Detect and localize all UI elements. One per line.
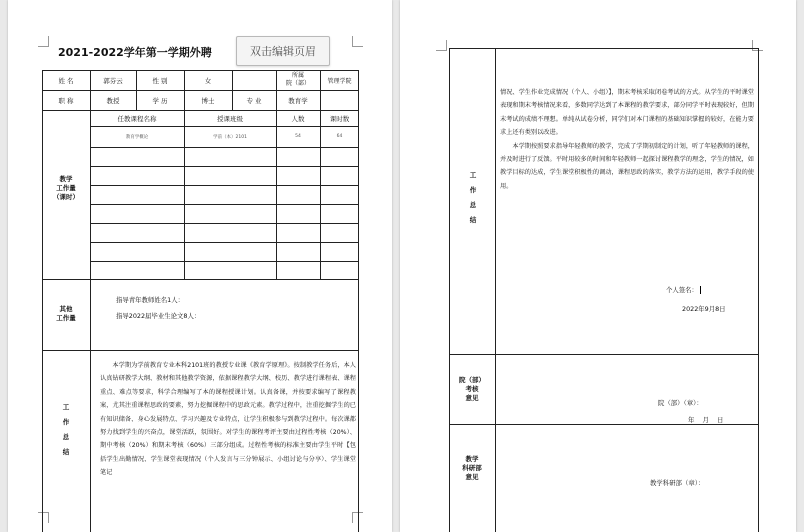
edit-header-button[interactable]: 双击编辑页眉 — [236, 36, 330, 66]
course-name-cell[interactable]: 教育学概论 — [125, 134, 149, 140]
table-rule — [449, 424, 759, 425]
table-rule — [90, 261, 359, 262]
table-rule — [90, 223, 359, 224]
other-workload-label: 其他 工作量 — [56, 305, 76, 322]
table-rule — [90, 147, 359, 148]
document-page-1[interactable] — [8, 0, 392, 532]
table-rule — [90, 166, 359, 167]
title-label: 职 称 — [58, 96, 74, 105]
count-header: 人数 — [291, 114, 305, 123]
teaching-office-review-label: 教学 科研部 意见 — [462, 455, 482, 481]
crop-mark — [38, 36, 49, 47]
name-label: 姓 名 — [58, 76, 74, 85]
summary-paragraph: 本学期为学前教育专业本科2101班的教授专业课《教育学原理》。按制教学任务后，本人认真钻研教学大纲、教材和其他教学资源，依据课程教学大纲、校历、教学进行课程表、课程重点、难点等要求，科学合理编写了本的课程授课计划。认真备课，并按要求编写了课程教案，尤其注重课程思政的要素，努力挖掘课程中的思政元素。教学过程中，注重挖掘学生的已有知识储备、身心发展特点、学习兴趣及专业特点，让学生积极参与到教学过程中。每次课都努力找到学生的兴奋点，课堂活跃，氛围好。对学生的课程考评主要由过程性考核（20%）、期中考核（20%）和期末考核（60%）三部分组成。过程性考核的标准主要由学生平时【包括学生出勤情况、学生课堂表现情况（个人发言与三分钟展示、小组讨论与分享）、学生课堂笔记 — [100, 362, 356, 477]
dept-value[interactable]: 管理学院 — [327, 77, 352, 85]
table-rule — [90, 242, 359, 243]
gender-value[interactable]: 女 — [204, 76, 212, 85]
education-value[interactable]: 博士 — [201, 96, 215, 105]
summary-label-char: 工 — [62, 403, 70, 411]
table-rule — [495, 48, 496, 532]
summary-label — [468, 168, 478, 228]
thesis-line[interactable]: 指导2022届毕业生论文8人： — [116, 312, 201, 320]
education-label: 学 历 — [152, 96, 168, 105]
gender-label: 性 别 — [152, 76, 168, 85]
crop-mark — [436, 40, 447, 51]
table-rule — [90, 185, 359, 186]
workload-label: 教学 工作量 （课时） — [53, 175, 79, 201]
dept-date-line[interactable]: 年 月 日 — [688, 416, 724, 424]
class-header: 授课班级 — [217, 114, 243, 123]
class-cell[interactable]: 学前（本）2101 — [213, 134, 247, 140]
personal-signature[interactable] — [666, 285, 701, 294]
name-value[interactable]: 郭芬云 — [103, 76, 123, 85]
hours-cell[interactable]: 64 — [336, 134, 343, 139]
major-value[interactable]: 教育学 — [288, 96, 308, 105]
summary-label-char: 结 — [469, 216, 477, 224]
summary-label-char: 作 — [469, 186, 477, 194]
count-cell[interactable]: 54 — [295, 134, 301, 139]
summary-paragraph: 本学期按照要求指导年轻教师的教学，完成了学期初制定的计划，听了年轻教师的课程，并及时进行了反馈。平时用较多的时间和年轻教师一起探讨课程教学的理念，学生的情况，如教学目标的达成，学生课堂积极性的调动，课程思政的落实，教学方法的运用，教学手段的使用。 — [500, 142, 754, 190]
summary-label-char: 总 — [62, 433, 70, 441]
document-title: 2021-2022学年第一学期外聘 — [58, 46, 212, 59]
signature-date[interactable]: 2022年9月8日 — [682, 305, 726, 313]
summary-label — [61, 400, 71, 460]
table-rule — [90, 204, 359, 205]
document-page-2[interactable] — [400, 0, 796, 532]
summary-label-char: 作 — [62, 418, 70, 426]
summary-continued-text[interactable] — [500, 86, 754, 193]
major-label: 专 业 — [246, 96, 262, 105]
course-name-header: 任教课程名称 — [117, 114, 157, 123]
summary-paragraph: 情况、学生作业完成情况（个人、小组）】，期末考核采取闭卷考试的方式。从学生的平时课堂表现和期末考核情况来看，多数同学达到了本课程的教学要求，部分同学平时表现较好，但期末考试的成绩不理想。单纯从试卷分析，同学们对本门课程的基础知识掌握的较好，在能力要求上还有类别以改进。 — [500, 89, 754, 137]
dept-review-label: 院（部） 考核 意见 — [459, 376, 485, 402]
office-seal-line[interactable]: 教学科研部（章）： — [650, 479, 705, 487]
dept-label: 所属 院（部） — [285, 72, 310, 87]
summary-label-char: 总 — [469, 201, 477, 209]
title-value[interactable]: 教授 — [106, 96, 120, 105]
summary-label-char: 工 — [469, 171, 477, 179]
summary-text[interactable] — [100, 359, 356, 529]
text-cursor — [700, 286, 701, 294]
hours-header: 课时数 — [329, 114, 350, 123]
table-rule — [449, 354, 759, 355]
dept-seal-line[interactable]: 院（部）（章）： — [658, 399, 703, 407]
summary-label-char: 结 — [62, 448, 70, 456]
mentor-line[interactable]: 指导青年教师姓名1人： — [116, 296, 184, 304]
signature-label: 个人签名： — [666, 286, 698, 294]
